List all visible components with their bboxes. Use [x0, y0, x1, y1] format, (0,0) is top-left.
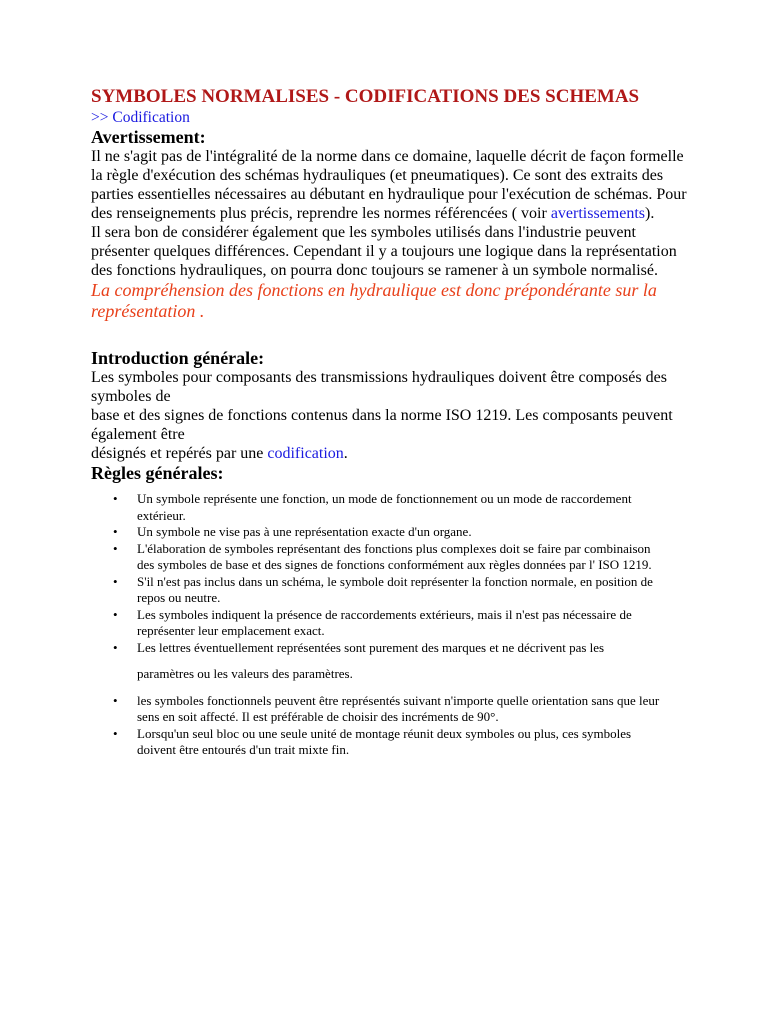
bullet-icon: • — [113, 725, 118, 741]
rule-text: Les symboles indiquent la présence de raccordements extérieurs, mais il n'est pas nécessaire de représenter leur emplacement exact. — [137, 606, 632, 638]
rule-text: S'il n'est pas inclus dans un schéma, le symbole doit représenter la fonction normale, en position de repos ou neutre. — [137, 573, 653, 605]
rule-item — [113, 639, 667, 683]
rule-text-continuation: paramètres ou les valeurs des paramètres. — [137, 666, 353, 681]
warning-text-end: ). — [645, 205, 655, 222]
warning-paragraph-2: Il sera bon de considérer également que les symboles utilisés dans l'industrie peuvent présenter quelques différences. Cependant il y a toujours une logique dans la représentation des fonctions hydrauliques, on pourra donc toujours se ramener à un symbole normalisé. — [91, 224, 677, 279]
intro-line-2: base et des signes de fonctions contenus dans la norme ISO 1219. Les composants peuvent également être — [91, 407, 673, 443]
rules-heading: Règles générales: — [91, 463, 224, 483]
bullet-icon: • — [113, 524, 118, 539]
warning-heading: Avertissement: — [91, 127, 206, 147]
codification-link[interactable]: codification — [267, 445, 344, 462]
intro-line-1: Les symboles pour composants des transmissions hydrauliques doivent être composés des symboles de — [91, 369, 667, 405]
emphasis-note: La compréhension des fonctions en hydraulique est donc prépondérante sur la représentation . — [91, 280, 657, 321]
bullet-icon: • — [113, 639, 118, 655]
rule-text: L'élaboration de symboles représentant des fonctions plus complexes doit se faire par combinaison des symboles de base et des signes de fonctions conformément aux règles données par l' ISO 1219. — [137, 540, 652, 572]
bullet-icon: • — [113, 573, 118, 589]
rule-text: Les lettres éventuellement représentées sont purement des marques et ne décrivent pas les — [137, 639, 605, 655]
rule-text: les symboles fonctionnels peuvent être représentés suivant n'importe quelle orientation sans que leur sens en soit affecté. Il est préférable de choisir des incréments de 90°. — [137, 692, 660, 724]
rule-item — [113, 606, 667, 640]
rules-list — [91, 491, 667, 759]
page-title: SYMBOLES NORMALISES - CODIFICATIONS DES SCHEMAS — [91, 86, 640, 107]
rule-item — [113, 524, 667, 541]
bullet-icon: • — [113, 606, 118, 622]
rule-item — [113, 491, 667, 524]
bullet-icon: • — [113, 540, 118, 556]
rule-text: Lorsqu'un seul bloc ou une seule unité de montage réunit deux symboles ou plus, ces symboles doivent être entourés d'un trait mixte fin. — [137, 725, 632, 757]
rule-text: Un symbole ne vise pas à une représentation exacte d'un organe. — [137, 524, 472, 539]
rule-item — [113, 540, 667, 574]
rule-text: Un symbole représente une fonction, un mode de fonctionnement ou un mode de raccordement extérieur. — [137, 491, 632, 523]
warning-paragraph-1 — [91, 147, 691, 223]
avertissements-link[interactable]: avertissements — [550, 205, 646, 222]
rule-item — [113, 692, 667, 726]
intro-line-3 — [91, 444, 691, 463]
bullet-icon: • — [113, 491, 118, 506]
intro-line-3-text: désignés et repérés par une — [91, 445, 268, 462]
rule-item — [113, 725, 667, 759]
intro-line-3-end: . — [343, 445, 348, 462]
bullet-icon: • — [113, 692, 118, 708]
document-content — [91, 86, 691, 759]
rule-item — [113, 573, 667, 607]
intro-heading: Introduction générale: — [91, 348, 265, 368]
warning-text: Il ne s'agit pas de l'intégralité de la norme dans ce domaine, laquelle décrit de façon formelle la règle d'exécution des schémas hydrauliques (et pneumatiques). Ce sont des extraits des parties essentielles nécessaires au débutant en hydraulique pour l'exécution de schémas. Pour des renseignements plus précis, reprendre les normes référencées ( voir — [91, 148, 687, 222]
section-spacer — [91, 322, 691, 348]
codification-nav-link[interactable]: >> Codification — [91, 109, 190, 126]
